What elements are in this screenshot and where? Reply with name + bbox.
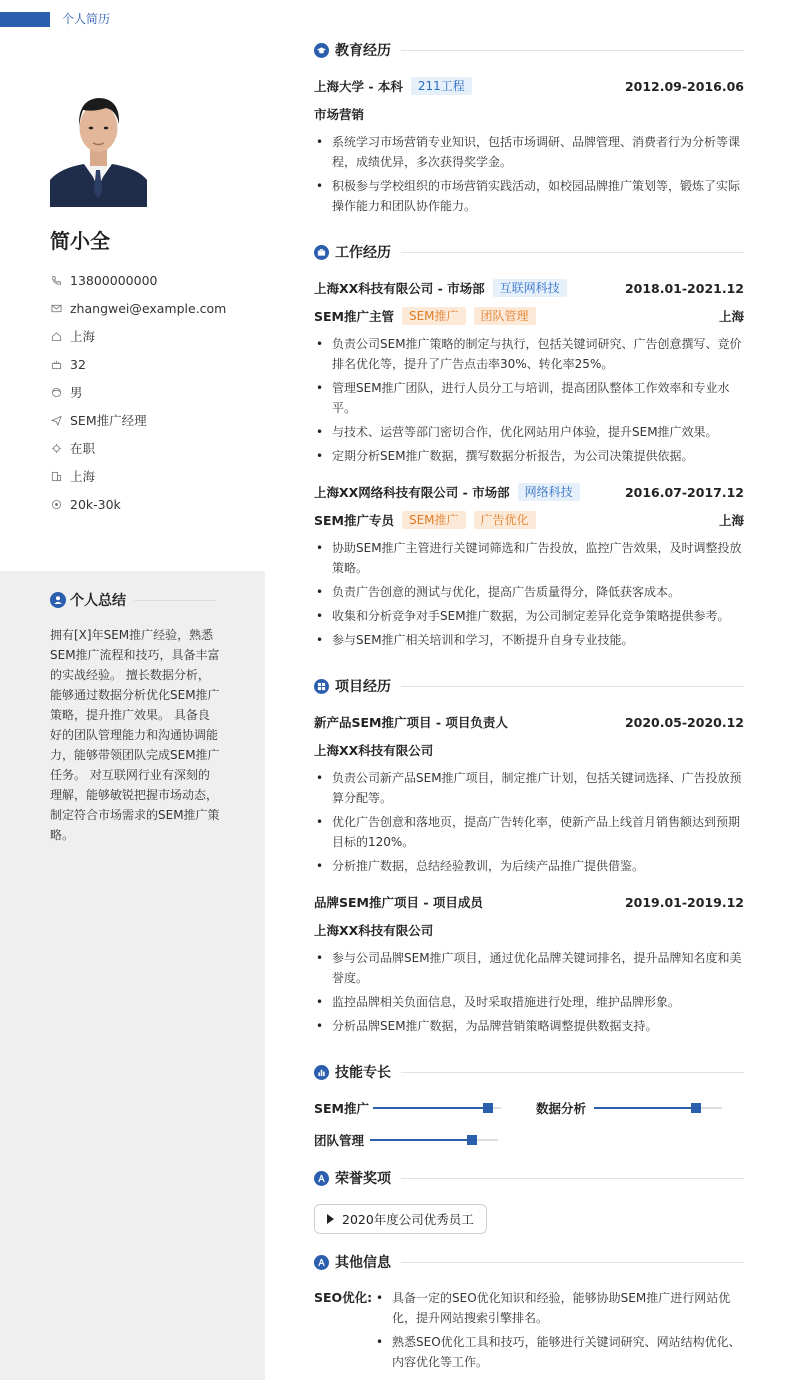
avatar-portrait <box>50 88 147 207</box>
info-gender-text: 男 <box>70 385 83 400</box>
phone-icon <box>50 274 62 286</box>
info-phone <box>50 266 226 294</box>
skill-fill <box>373 1107 488 1109</box>
project-1-bullets <box>314 768 744 880</box>
job-1-tag-2: 团队管理 <box>474 307 536 325</box>
bar-chart-icon <box>314 1065 329 1080</box>
skill-name: 团队管理 <box>314 1133 365 1148</box>
skill-item <box>314 1100 501 1116</box>
skills-divider <box>401 1072 744 1073</box>
project-2-bullets <box>314 948 744 1040</box>
project-2-company: 上海XX科技有限公司 <box>314 923 434 938</box>
list-item: • 与技术、运营等部门密切合作，优化网站用户体验，提升SEM推广效果。 <box>314 422 744 442</box>
skills-title: 技能专长 <box>335 1065 391 1081</box>
info-icon <box>314 1255 329 1270</box>
list-item: • 管理SEM推广团队，进行人员分工与培训，提高团队整体工作效率和专业水平。 <box>314 378 744 418</box>
education-title: 教育经历 <box>335 43 391 59</box>
list-item: • 分析品牌SEM推广数据，为品牌营销策略调整提供数据支持。 <box>314 1016 744 1036</box>
job-2-industry: 网络科技 <box>518 483 580 501</box>
info-status-text: 在职 <box>70 441 96 456</box>
grid-icon <box>314 679 329 694</box>
skill-track <box>370 1139 498 1141</box>
list-item: • 参与公司品牌SEM推广项目，通过优化品牌关键词排名，提升品牌知名度和美誉度。 <box>314 948 744 988</box>
info-position-text: SEM推广经理 <box>70 413 147 428</box>
list-item: • 定期分析SEM推广数据，撰写数据分析报告，为公司决策提供依据。 <box>314 446 744 466</box>
project-1-company-row <box>314 740 744 760</box>
award-text: 2020年度公司优秀员工 <box>342 1212 474 1227</box>
info-email <box>50 294 226 322</box>
list-item: • 协助SEM推广主管进行关键词筛选和广告投放，监控广告效果，及时调整投放策略。 <box>314 538 744 578</box>
other-bullets <box>374 1288 744 1376</box>
building-icon <box>50 470 62 482</box>
email-icon <box>50 302 62 314</box>
info-salary <box>50 490 226 518</box>
gender-icon <box>50 386 62 398</box>
skill-item <box>314 1132 498 1148</box>
info-salary-text: 20k-30k <box>70 496 121 512</box>
job-1-row <box>314 278 744 298</box>
work-title: 工作经历 <box>335 245 391 261</box>
briefcase-icon <box>314 245 329 260</box>
job-2-city: 上海 <box>718 513 744 528</box>
info-email-text: zhangwei@example.com <box>70 300 227 316</box>
play-icon <box>327 1214 334 1224</box>
project-2-row <box>314 892 744 912</box>
info-position <box>50 406 226 434</box>
skill-knob <box>691 1103 701 1113</box>
info-age <box>50 350 226 378</box>
project-1-date: 2020.05-2020.12 <box>624 714 744 730</box>
info-status <box>50 434 226 462</box>
skill-name: 数据分析 <box>536 1101 587 1116</box>
awards-title: 荣誉奖项 <box>335 1171 391 1187</box>
list-item: • 积极参与学校组织的市场营销实践活动，如校园品牌推广策划等，锻炼了实际操作能力和团队协作能力。 <box>314 176 744 216</box>
list-item: • 熟悉SEO优化工具和技巧，能够进行关键词研究、网站结构优化、内容优化等工作。 <box>374 1332 744 1372</box>
info-gender <box>50 378 226 406</box>
projects-header <box>314 676 744 696</box>
skill-knob <box>483 1103 493 1113</box>
skill-item <box>536 1100 722 1116</box>
info-hometown-text: 上海 <box>70 329 96 344</box>
project-1-company: 上海XX科技有限公司 <box>314 743 434 758</box>
home-icon <box>50 330 62 342</box>
projects-divider <box>401 686 744 687</box>
salary-icon <box>50 498 62 510</box>
awards-divider <box>401 1178 744 1179</box>
other-header <box>314 1252 744 1272</box>
summary-divider <box>134 600 215 601</box>
education-header <box>314 40 744 60</box>
list-item: • 负责广告创意的测试与优化，提高广告质量得分，降低获客成本。 <box>314 582 744 602</box>
job-2-bullets <box>314 538 744 654</box>
skill-fill <box>594 1107 696 1109</box>
status-icon <box>50 442 62 454</box>
job-2-position: SEM推广专员 <box>314 513 394 528</box>
job-1-company: 上海XX科技有限公司 - 市场部 <box>314 281 485 296</box>
info-city <box>50 462 226 490</box>
job-2-tag-1: SEM推广 <box>402 511 466 529</box>
job-2-row <box>314 482 744 502</box>
list-item: • 系统学习市场营销专业知识，包括市场调研、品牌管理、消费者行为分析等课程，成绩优异，多次获得奖学金。 <box>314 132 744 172</box>
summary-text: 拥有[X]年SEM推广经验，熟悉SEM推广流程和技巧，具备丰富的实战经验。 擅长数据分析，能够通过数据分析优化SEM推广策略，提升推广效果。 具备良好的团队管理能力和沟通协调能力，能够带领团队完成SEM推广任务。 对互联网行业有深刻的理解，能够敏锐把握市场动态，制定符合市场需求的SEM推广策略。 <box>50 628 220 842</box>
summary-header <box>50 590 215 610</box>
education-major: 市场营销 <box>314 107 365 122</box>
project-1-row <box>314 712 744 732</box>
project-2-company-row <box>314 920 744 940</box>
header-label: 个人简历 <box>62 12 111 26</box>
list-item: • 负责公司新产品SEM推广项目，制定推广计划，包括关键词选择、广告投放预算分配等。 <box>314 768 744 808</box>
send-icon <box>50 414 62 426</box>
work-divider <box>401 252 744 253</box>
skill-name: SEM推广 <box>314 1101 369 1116</box>
graduation-cap-icon <box>314 43 329 58</box>
job-1-tag-1: SEM推广 <box>402 307 466 325</box>
list-item: • 优化广告创意和落地页，提高广告转化率，使新产品上线首月销售额达到预期目标的120%。 <box>314 812 744 852</box>
list-item: • 参与SEM推广相关培训和学习，不断提升自身专业技能。 <box>314 630 744 650</box>
education-divider <box>401 50 744 51</box>
education-major-row <box>314 104 744 124</box>
avatar <box>50 88 147 207</box>
project-2-name: 品牌SEM推广项目 - 项目成员 <box>314 895 483 910</box>
header-accent-bar <box>0 12 50 27</box>
list-item: • 监控品牌相关负面信息，及时采取措施进行处理，维护品牌形象。 <box>314 992 744 1012</box>
skill-fill <box>370 1139 472 1141</box>
skills-header <box>314 1062 744 1082</box>
list-item: • 收集和分析竞争对手SEM推广数据，为公司制定差异化竞争策略提供参考。 <box>314 606 744 626</box>
contact-info-list <box>50 266 226 518</box>
job-1-industry: 互联网科技 <box>493 279 567 297</box>
list-item: • 具备一定的SEO优化知识和经验，能够协助SEM推广进行网站优化，提升网站搜索引擎排名。 <box>374 1288 744 1328</box>
info-phone-text: 13800000000 <box>70 272 158 288</box>
work-header <box>314 242 744 262</box>
education-row <box>314 76 744 96</box>
job-1-city: 上海 <box>718 309 744 324</box>
education-bullets <box>314 132 744 220</box>
job-1-position: SEM推广主管 <box>314 309 394 324</box>
other-title: 其他信息 <box>335 1255 391 1271</box>
skill-knob <box>467 1135 477 1145</box>
project-2-date: 2019.01-2019.12 <box>624 894 744 910</box>
other-label: SEO优化: <box>314 1290 373 1305</box>
user-icon <box>50 592 66 608</box>
skill-track <box>594 1107 722 1109</box>
job-2-position-row <box>314 510 744 530</box>
projects-title: 项目经历 <box>335 679 391 695</box>
list-item: • 负责公司SEM推广策略的制定与执行，包括关键词研究、广告创意撰写、竞价排名优化等，提升了广告点击率30%、转化率25%。 <box>314 334 744 374</box>
list-item: • 分析推广数据，总结经验教训，为后续产品推广提供借鉴。 <box>314 856 744 876</box>
skill-track <box>373 1107 501 1109</box>
profile-name: 简小全 <box>50 229 110 253</box>
awards-header <box>314 1168 744 1188</box>
job-2-company: 上海XX网络科技有限公司 - 市场部 <box>314 485 510 500</box>
award-item[interactable] <box>314 1204 487 1234</box>
project-1-name: 新产品SEM推广项目 - 项目负责人 <box>314 715 508 730</box>
education-tag: 211工程 <box>411 77 472 95</box>
info-age-text: 32 <box>70 356 86 372</box>
other-divider <box>401 1262 744 1263</box>
summary-title: 个人总结 <box>70 593 126 609</box>
job-2-tag-2: 广告优化 <box>474 511 536 529</box>
education-school: 上海大学 - 本科 <box>314 79 403 94</box>
job-1-date: 2018.01-2021.12 <box>624 280 744 296</box>
education-date: 2012.09-2016.06 <box>624 78 744 94</box>
award-icon <box>314 1171 329 1186</box>
info-city-text: 上海 <box>70 469 96 484</box>
info-hometown <box>50 322 226 350</box>
job-2-date: 2016.07-2017.12 <box>624 484 744 500</box>
job-1-position-row <box>314 306 744 326</box>
job-1-bullets <box>314 334 744 470</box>
age-icon <box>50 358 62 370</box>
